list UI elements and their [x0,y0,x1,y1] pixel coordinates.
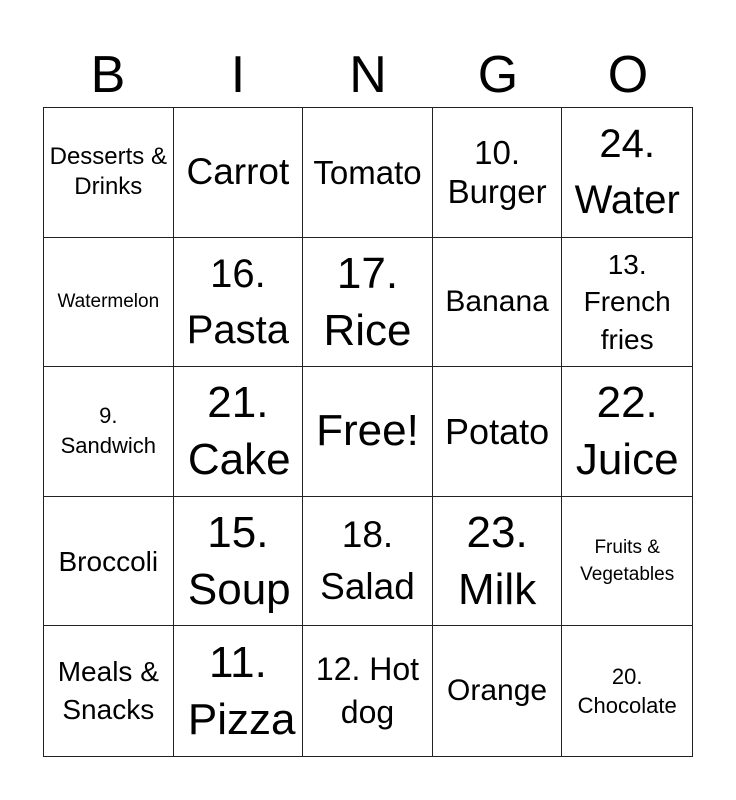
bingo-cell-r3-c3[interactable] [303,367,433,497]
bingo-cell-r3-c1[interactable] [44,367,174,497]
cell-label: Tomato [313,153,422,191]
header-letter-i: I [230,46,246,104]
bingo-cell-r4-c1[interactable] [44,497,174,627]
cell-label: 12. Hot dog [315,651,420,731]
cell-label: Banana [445,284,549,318]
bingo-cell-r4-c2[interactable] [174,497,304,627]
cell-label: 17. Rice [323,248,412,355]
bingo-cell-r4-c3[interactable] [303,497,433,627]
bingo-board [43,107,693,757]
cell-label: Free! [316,406,419,456]
bingo-cell-r5-c3[interactable] [303,626,433,756]
bingo-cell-r1-c1[interactable] [44,108,174,238]
cell-label: 15. Soup [187,507,291,615]
bingo-cell-r3-c5[interactable] [562,367,692,497]
bingo-cell-r2-c3[interactable] [303,238,433,368]
bingo-cell-r3-c4[interactable] [433,367,563,497]
bingo-cell-r2-c1[interactable] [44,238,174,368]
cell-label: Meals & Snacks [57,656,159,726]
header-letter-n: N [349,46,387,104]
header-letter-o: O [607,46,649,104]
bingo-cell-r4-c4[interactable] [433,497,563,627]
bingo-cell-r4-c5[interactable] [562,497,692,627]
cell-label: 21. Cake [187,378,291,485]
header-letter-b: B [90,46,126,104]
cell-label: Watermelon [57,290,160,312]
cell-label: 23. Milk [457,507,537,615]
bingo-cell-r5-c1[interactable] [44,626,174,756]
cell-label: 22. Juice [575,378,679,485]
cell-label: 9. Sandwich [60,402,156,459]
cell-label: 11. Pizza [187,638,296,745]
bingo-cell-r5-c2[interactable] [174,626,304,756]
header-letter-g: G [477,46,519,104]
bingo-cell-r3-c2[interactable] [174,367,304,497]
bingo-cell-r2-c2[interactable] [174,238,304,368]
cell-label: 24. Water [574,122,680,223]
cell-label: 10. Burger [447,133,547,211]
cell-label: Potato [445,410,550,452]
cell-label: 18. Salad [320,514,415,608]
cell-label: 16. Pasta [186,251,290,352]
bingo-cell-r1-c3[interactable] [303,108,433,238]
bingo-cell-r1-c5[interactable] [562,108,692,238]
cell-label: Carrot [186,151,290,193]
bingo-cell-r1-c2[interactable] [174,108,304,238]
bingo-cell-r5-c4[interactable] [433,626,563,756]
bingo-header [43,42,693,108]
cell-label: 20. Chocolate [577,663,677,719]
cell-label: Orange [447,674,548,708]
cell-label: 13. French fries [583,249,671,355]
bingo-cell-r1-c4[interactable] [433,108,563,238]
cell-label: Desserts & Drinks [49,143,167,201]
bingo-cell-r5-c5[interactable] [562,626,692,756]
bingo-cell-r2-c5[interactable] [562,238,692,368]
cell-label: Fruits & Vegetables [580,536,675,586]
bingo-cell-r2-c4[interactable] [433,238,563,368]
cell-label: Broccoli [58,545,159,577]
